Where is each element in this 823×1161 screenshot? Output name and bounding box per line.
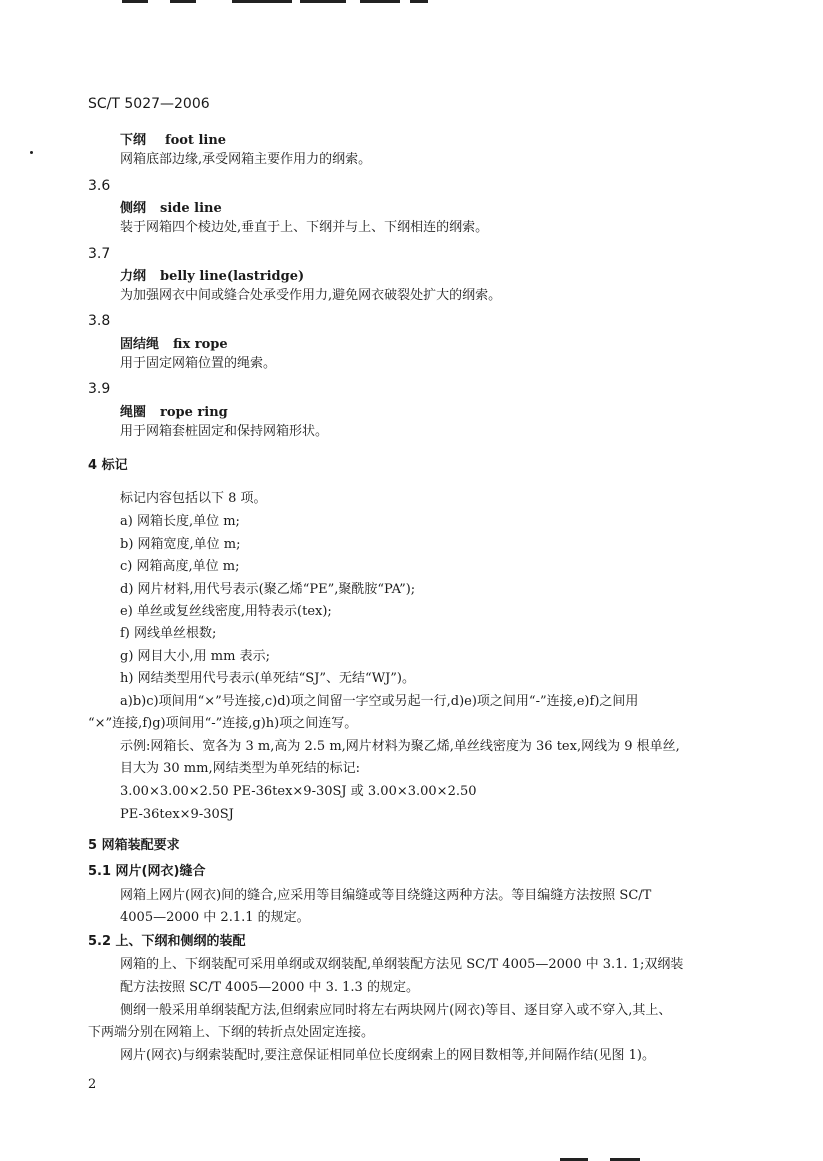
marking-item-f: f) 网线单丝根数; bbox=[120, 626, 217, 641]
section-5-heading: 5 网箱装配要求 bbox=[88, 838, 180, 853]
example-line-1: 示例:网箱长、宽各为 3 m,高为 2.5 m,网片材料为聚乙烯,单丝线密度为 36 tex,网线为 9 根单丝, bbox=[120, 739, 680, 754]
clause-number-3-9: 3.9 bbox=[88, 381, 111, 397]
marking-item-a: a) 网箱长度,单位 m; bbox=[120, 514, 240, 529]
term-rope-ring-definition: 用于网箱套桩固定和保持网箱形状。 bbox=[120, 424, 329, 439]
subsection-5-2-line-1: 网箱的上、下纲装配可采用单纲或双纲装配,单纲装配方法见 SC/T 4005—2000 中 3.1. 1;双纲装 bbox=[120, 957, 684, 972]
document-code-header: SC/T 5027—2006 bbox=[88, 96, 210, 112]
term-side-line-definition: 装于网箱四个棱边处,垂直于上、下纲并与上、下纲相连的纲索。 bbox=[120, 220, 489, 235]
marking-item-b: b) 网箱宽度,单位 m; bbox=[120, 537, 241, 552]
scan-artifact-top-1 bbox=[122, 0, 148, 3]
term-foot-line-en: foot line bbox=[165, 133, 227, 148]
term-side-line-cn: 侧纲 bbox=[120, 201, 147, 216]
scan-artifact-top-3 bbox=[232, 0, 292, 3]
term-fix-rope-definition: 用于固定网箱位置的绳索。 bbox=[120, 356, 277, 371]
term-belly-line-definition: 为加强网衣中间或缝合处承受作用力,避免网衣破裂处扩大的纲索。 bbox=[120, 288, 502, 303]
marking-item-g: g) 网目大小,用 mm 表示; bbox=[120, 649, 270, 664]
term-fix-rope-en: fix rope bbox=[173, 337, 228, 352]
marking-item-c: c) 网箱高度,单位 m; bbox=[120, 559, 240, 574]
scan-artifact-top-2 bbox=[170, 0, 196, 3]
clause-number-3-6: 3.6 bbox=[88, 178, 111, 194]
example-line-2: 目大为 30 mm,网结类型为单死结的标记: bbox=[120, 761, 360, 776]
marking-item-d: d) 网片材料,用代号表示(聚乙烯“PE”,聚酰胺“PA”); bbox=[120, 582, 416, 597]
term-side-line-en: side line bbox=[160, 201, 222, 216]
clause-number-3-7: 3.7 bbox=[88, 246, 111, 262]
section-4-intro: 标记内容包括以下 8 项。 bbox=[120, 491, 267, 506]
connection-rule-line-2: “×”连接,f)g)项间用“-”连接,g)h)项之间连写。 bbox=[88, 716, 358, 731]
example-marking-line-2: PE-36tex×9-30SJ bbox=[120, 807, 234, 822]
subsection-5-1-heading: 5.1 网片(网衣)缝合 bbox=[88, 864, 206, 879]
scan-artifact-top-6 bbox=[410, 0, 428, 3]
term-rope-ring-cn: 绳圈 bbox=[120, 405, 147, 420]
marking-item-h: h) 网结类型用代号表示(单死结“SJ”、无结“WJ”)。 bbox=[120, 671, 415, 686]
marking-item-e: e) 单丝或复丝线密度,用特表示(tex); bbox=[120, 604, 332, 619]
term-rope-ring-en: rope ring bbox=[160, 405, 228, 420]
scan-artifact-top-4 bbox=[300, 0, 346, 3]
connection-rule-line-1: a)b)c)项间用“×”号连接,c)d)项之间留一字空或另起一行,d)e)项之间用“-”连接,e)f)之间用 bbox=[120, 694, 639, 709]
clause-number-3-8: 3.8 bbox=[88, 313, 111, 329]
term-foot-line-cn: 下纲 bbox=[120, 133, 147, 148]
term-fix-rope-cn: 固结绳 bbox=[120, 337, 160, 352]
subsection-5-2-heading: 5.2 上、下纲和侧纲的装配 bbox=[88, 934, 246, 949]
example-marking-line-1: 3.00×3.00×2.50 PE-36tex×9-30SJ 或 3.00×3.00×2.50 bbox=[120, 784, 477, 799]
subsection-5-2-line-3: 侧纲一般采用单纲装配方法,但纲索应同时将左右两块网片(网衣)等目、逐目穿入或不穿入,其上、 bbox=[120, 1003, 672, 1018]
subsection-5-1-line-2: 4005—2000 中 2.1.1 的规定。 bbox=[120, 910, 310, 925]
section-4-heading: 4 标记 bbox=[88, 458, 128, 473]
subsection-5-2-line-5: 网片(网衣)与纲索装配时,要注意保证相同单位长度纲索上的网目数相等,并间隔作结(见图 1)。 bbox=[120, 1048, 655, 1063]
term-foot-line-definition: 网箱底部边缘,承受网箱主要作用力的纲索。 bbox=[120, 152, 372, 167]
scan-artifact-dot bbox=[30, 151, 33, 154]
term-belly-line-cn: 力纲 bbox=[120, 269, 147, 284]
page-number: 2 bbox=[88, 1077, 97, 1092]
scan-artifact-top-5 bbox=[360, 0, 400, 3]
term-belly-line-en: belly line(lastridge) bbox=[160, 269, 305, 284]
subsection-5-1-line-1: 网箱上网片(网衣)间的缝合,应采用等目编缝或等目绕缝这两种方法。等目编缝方法按照 SC/T bbox=[120, 888, 652, 903]
subsection-5-2-line-2: 配方法按照 SC/T 4005—2000 中 3. 1.3 的规定。 bbox=[120, 980, 419, 995]
subsection-5-2-line-4: 下两端分别在网箱上、下纲的转折点处固定连接。 bbox=[88, 1025, 375, 1040]
